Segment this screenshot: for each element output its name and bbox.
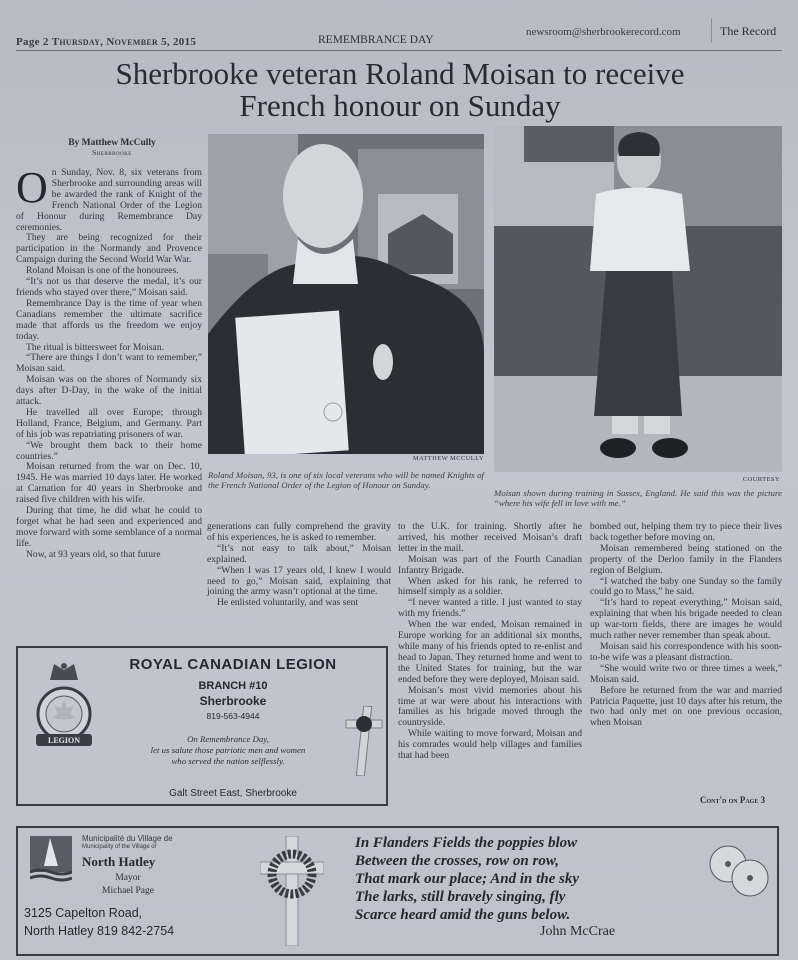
- legion-message: [108, 734, 348, 767]
- veteran-photo-illustration: [208, 134, 484, 454]
- article-paragraph: He travelled all over Europe; through Holland, France, Belgium, and Germany. Part of his job was repatriating prisoners of war.: [16, 406, 202, 440]
- article-paragraph: The ritual is bittersweet for Moisan.: [26, 341, 165, 353]
- article-paragraph: n Sunday, Nov. 8, six veterans from Sherbrooke and surrounding areas will be awarded the rank of Knight of the French National Order of the Legion of Honour during Remembrance Day ceremonies.: [16, 167, 202, 233]
- photo-caption-1: Roland Moisan, 93, is one of six local veterans who will be named Knights of the French National Order of the Legion of Honour on Sunday.: [208, 470, 484, 490]
- article-paragraph: Moisan remembered being stationed on the property of the Derloo family in the Flanders region of Belgium.: [590, 542, 782, 576]
- article-paragraph: Remembrance Day is the time of year when Canadians remember the ultimate sacrifice made that affords us the freedom we enjoy today.: [16, 297, 202, 342]
- poem-author: John McCrae: [540, 924, 616, 939]
- legion-badge-icon: [32, 658, 96, 758]
- article-paragraph: He enlisted voluntarily, and was sent: [217, 597, 359, 609]
- article-paragraph: During that time, he did what he could to forget what he had seen and experienced and move forward with some semblance of a normal life.: [16, 505, 202, 549]
- article-paragraph: When the war ended, Moisan remained in Europe working for an additional six months, while many of his friends opted to re-enlist and head to Japan. They returned home and went to the United States for training, but the war ended before they were deployed, Moisan said.: [398, 619, 582, 685]
- legion-advertisement: [16, 646, 388, 806]
- article-paragraph: “We brought them back to their home countries.”: [16, 439, 202, 462]
- article-paragraph: “There are things I don’t want to remember,” Moisan said.: [16, 352, 202, 375]
- page-header: [16, 26, 780, 50]
- author: By Matthew McCully: [68, 138, 156, 148]
- legion-title: ROYAL CANADIAN LEGION: [129, 656, 337, 673]
- legion-message-line-1: On Remembrance Day,: [187, 734, 269, 744]
- section-name: REMEMBRANCE DAY: [318, 34, 434, 46]
- flanders-fields-poem: [355, 834, 695, 924]
- article-paragraph: “When I was 17 years old, I knew I would need to go,” Moisan said, explaining that joining the army wasn’t optional at the time.: [207, 564, 391, 598]
- article-column-2: [207, 522, 391, 609]
- poem-line: That mark our place; And in the sky: [355, 871, 580, 887]
- article-paragraph: generations can fully comprehend the gravity of his experiences, he is asked to remember.: [207, 521, 391, 543]
- poem-line: Between the crosses, row on row,: [355, 853, 560, 869]
- legion-phone: 819-563-4944: [206, 711, 260, 721]
- article-paragraph: When asked for his rank, he referred to himself simply as a soldier.: [398, 575, 582, 598]
- article-paragraph: Roland Moisan is one of the honourees.: [26, 265, 179, 277]
- article-paragraph: While waiting to move forward, Moisan and his comrades would help villages and families that had been: [398, 728, 582, 762]
- article-paragraph: Moisan said his correspondence with his soon-to-be wife was a pleasant distraction.: [590, 640, 782, 663]
- municipality-name: North Hatley: [82, 854, 156, 869]
- article-paragraph: “I never wanted a title. I just wanted to stay with my friends.”: [398, 597, 582, 620]
- article-paragraph: Now, at 93 years old, so that future: [26, 548, 161, 560]
- poppy-flowers-icon: [706, 842, 770, 902]
- soldier-photo-illustration: [494, 126, 782, 472]
- article-paragraph: “It’s not easy to talk about,” Moisan explained.: [207, 542, 391, 565]
- article-paragraph: “She would write two or three times a week,” Moisan said.: [590, 662, 782, 685]
- municipality-address-line-2: North Hatley 819 842-2754: [24, 924, 175, 938]
- poem-line: The larks, still bravely singing, fly: [355, 889, 566, 905]
- poem-line: In Flanders Fields the poppies blow: [355, 835, 578, 851]
- photo-caption-2: Moisan shown during training in Sussex, England. He said this was the picture “where his wife fell in love with me.”: [494, 488, 782, 508]
- photo-young-soldier: [494, 126, 782, 472]
- legion-badge-text: LEGION: [47, 736, 81, 745]
- article-paragraph: bombed out, helping them try to piece their lives back together before moving on.: [590, 521, 782, 543]
- drop-cap: O: [16, 163, 48, 212]
- photo-credit-2: COURTESY: [742, 476, 780, 483]
- article-paragraph: “I watched the baby one Sunday so the family could go to Mass,” he said.: [590, 575, 782, 598]
- header-divider: [711, 18, 712, 42]
- article-column-3: [398, 522, 582, 762]
- page-number: Page 2: [16, 36, 49, 48]
- municipality-address-line-1: 3125 Capelton Road,: [24, 906, 143, 920]
- newspaper-brand: The Record: [720, 24, 777, 38]
- article-headline: [40, 58, 760, 122]
- poppy-cross-icon: [344, 706, 384, 776]
- headline-line-1: Sherbrooke veteran Roland Moisan to receive: [115, 56, 685, 91]
- article-paragraph: Moisan’s most vivid memories about his time at war were about his interactions with families as his brigade moved through the countryside.: [398, 684, 582, 729]
- mayor-role: Mayor: [115, 873, 141, 883]
- municipality-fr: Municipalité du Village de: [82, 834, 173, 843]
- mayor-name: Michael Page: [102, 886, 154, 896]
- poem-line: Scarce heard amid the guns below.: [355, 907, 571, 923]
- municipality-en: Municipality of the Village of: [82, 844, 157, 850]
- legion-message-line-3: who served the nation selflessly.: [171, 756, 285, 766]
- north-hatley-logo-icon: [30, 836, 72, 886]
- photo-credit-1: MATTHEW MCCULLY: [412, 455, 484, 462]
- dateline: Sherbrooke: [92, 148, 132, 157]
- article-paragraph: Moisan was on the shores of Normandy six days after D-Day, in the wake of the initial attack.: [16, 374, 202, 408]
- article-column-1: [16, 163, 202, 561]
- header-rule: [16, 50, 782, 51]
- headline-line-2: French honour on Sunday: [239, 88, 561, 123]
- article-paragraph: Before he returned from the war and married Patricia Paquette, just 10 days after his return, the two had only met on one previous occasion, when Moisan: [590, 684, 782, 729]
- article-paragraph: They are being recognized for their participation in the Normandy and Provence Campaign during the Second World War War.: [16, 232, 202, 266]
- legion-branch: BRANCH #10: [198, 680, 268, 692]
- article-paragraph: Moisan returned from the war on Dec. 10, 1945. He was married 10 days later. He worked at Carnation for 40 years in Sherbrooke and raised five children with his wife.: [16, 461, 202, 506]
- legion-message-line-2: let us salute those patriotic men and women: [150, 745, 306, 755]
- article-paragraph: “It’s hard to repeat everything,” Moisan said, explaining that when his brigade needed to clean up war-torn fields, there are images he would much rather never remember than speak about.: [590, 597, 782, 642]
- issue-date: Thursday, November 5, 2015: [51, 36, 197, 48]
- article-paragraph: “It’s not us that deserve the medal, it’s our friends who stayed over there,” Moisan said.: [16, 276, 202, 298]
- legion-address: Galt Street East, Sherbrooke: [169, 788, 297, 799]
- article-paragraph: Moisan was part of the Fourth Canadian Infantry Brigade.: [398, 553, 582, 576]
- article-paragraph: to the U.K. for training. Shortly after he arrived, his mother received Moisan’s draft letter in the mail.: [398, 521, 582, 554]
- photo-veteran-certificate: [208, 134, 484, 454]
- legion-city: Sherbrooke: [199, 694, 267, 708]
- newsroom-email[interactable]: newsroom@sherbrookerecord.com: [526, 26, 681, 38]
- continued-on-page[interactable]: Cont'd on Page 3: [700, 795, 766, 805]
- wreath-cross-icon: [260, 836, 324, 946]
- article-column-4: [590, 522, 782, 729]
- page-folio: [16, 36, 196, 48]
- byline: [52, 138, 172, 157]
